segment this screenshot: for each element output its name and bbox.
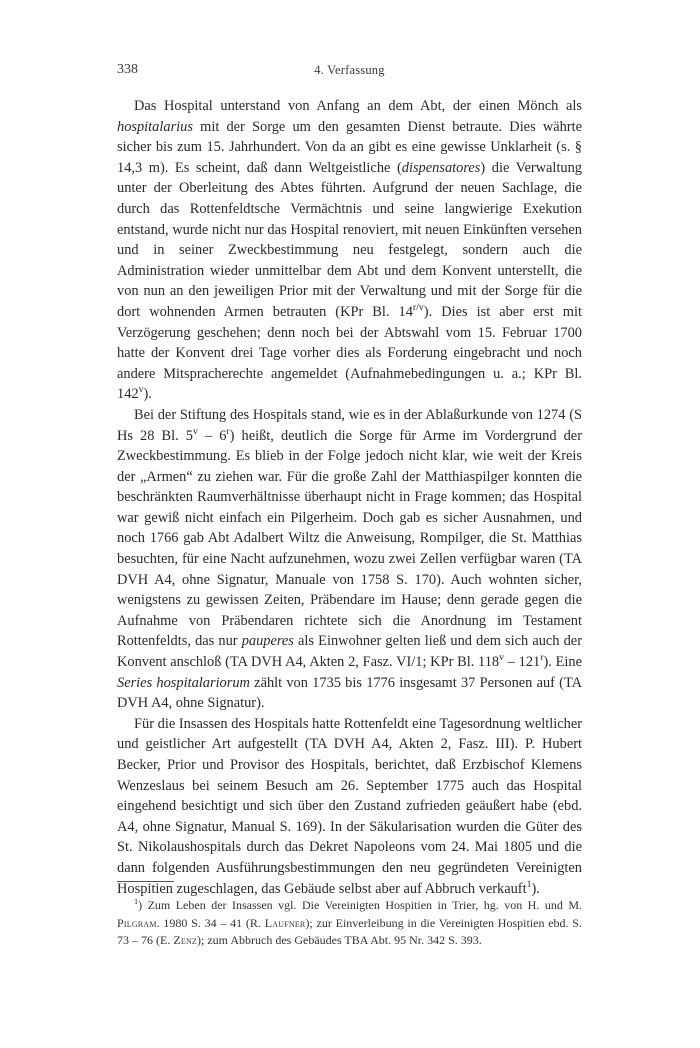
author-name: Laufner (264, 915, 306, 930)
text-run: zählt von 1735 bis 1776 insgesamt 37 Personen auf (TA DVH A4, ohne Signatur). (117, 674, 582, 712)
folio-superscript: v (499, 652, 504, 664)
footnote-number: 1 (134, 897, 139, 906)
text-run: ) die Verwaltung unter der Oberleitung des Abtes führten. Aufgrund der neuen Sachlage, die durch das Rottenfeldtsche Vermächtnis und seine langwierige Exekution entstand, wurde nicht nur das Hospital renoviert, mit neuen Einkünften versehen und in seiner Zweckbestimmung neu festgelegt, sondern auch die Administration wieder unmittelbar dem Abt und dem Konvent unterstellt, die von nun an den jeweiligen Prior mit der Verwaltung und mit der Sorge für die dort wohnenden Armen betrauten (KPr Bl. 14 (117, 159, 582, 320)
text-run: Bei der Stiftung des Hospitals stand, wie es in der Ablaßurkunde von 1274 (S Hs 28 Bl. 5 (117, 406, 582, 444)
text-run: . 1980 S. 34 – 41 (R. (156, 915, 265, 930)
folio-superscript: v (138, 384, 144, 396)
term-dispensatores: dispensatores (401, 159, 481, 176)
text-run: Das Hospital unterstand von Anfang an dem Abt, der einen Mönch als (134, 98, 582, 114)
text-run: ). Eine (543, 654, 583, 671)
text-run: ). (143, 386, 152, 403)
text-run: ). Dies ist aber erst mit Verzögerung geschehen; denn noch bei der Abtswahl vom 15. Februar 1700 hatte der Konvent drei Tage vorher dies als Forderung eingebracht und noch andere Mitspracherechte angemeldet (Aufnahmebedingungen u. a.; KPr Bl. 142 (117, 303, 582, 403)
text-run: – 121 (503, 654, 541, 671)
author-name: Zenz (173, 933, 198, 948)
text-run: ); zum Abbruch des Gebäudes TBA Abt. 95 Nr. 342 S. 393. (197, 933, 482, 948)
term-series-hospitalariorum: Series hospitalariorum (117, 674, 250, 691)
text-run: als Einwohner gelten ließ und dem sich auch der Konvent anschloß (TA DVH A4, Akten 2, Fasz. VI/1; KPr Bl. 118 (117, 633, 582, 671)
folio-superscript: r (540, 652, 544, 664)
text-run: mit der Sorge um den gesamten Dienst betraute. Dies währte sicher bis zum 15. Jahrhundert. Von da an gibt es eine gewisse Unklarheit (s. § 14,3 m). Es scheint, daß dann Weltgeistliche ( (117, 118, 582, 176)
author-name: Pilgram (117, 915, 157, 930)
paragraph-1 (117, 96, 582, 405)
text-run: Für die Insassen des Hospitals hatte Rottenfeldt eine Tagesordnung weltlicher und geistlicher Art aufgestellt (TA DVH A4, Akten 2, Fasz. III). P. Hubert Becker, Prior und Provisor des Hospitals, berichtet, daß Erzbischof Klemens Wenzeslaus bei seinem Besuch am 26. September 1775 auch das Hospital eingehend besichtigt und sich über den Zustand zufrieden geäußert habe (ebd. A4, ohne Signatur, Manual S. 169). In der Säkularisation wurden die Güter des St. Nikolaushospitals durch das Dekret Napoleons vom 24. Mai 1805 und die dann folgenden Ausführungsbestimmungen den neu gegründeten Vereinigten Hospitien zugeschlagen, das Gebäude selbst aber auf Abbruch verkauft (117, 715, 582, 897)
term-pauperes: pauperes (241, 633, 294, 650)
term-hospitalarius: hospitalarius (117, 118, 193, 135)
running-title: 4. Verfassung (314, 63, 385, 77)
paragraph-3 (117, 714, 582, 899)
footnote-divider (117, 881, 174, 882)
folio-superscript: v (192, 425, 198, 437)
text-run: ). (531, 880, 540, 897)
text-run: ) heißt, deutlich die Sorge für Arme im Vordergrund der Zweckbestimmung. Es blieb in der Folge jedoch nicht klar, wie weit der Kreis der „Armen“ zu ziehen war. Für die große Zahl der Matthiaspilger konnten die beschränkten Raumverhältnisse überhaupt nicht in Frage kommen; das Hospital war gewiß nicht einfach ein Pilgerheim. Doch gab es sicher Ausnahmen, und noch 1766 gab Abt Adalbert Wiltz die Anweisung, Rompilger, die St. Matthias besuchten, für eine Nacht aufzunehmen, wozu zwei Zellen verfügbar waren (TA DVH A4, ohne Signatur, Manuale von 1758 S. 170). Auch wohnten sicher, wenigstens zu gewissen Zeiten, Präbendare im Hause; denn gerade gegen die Aufnahme von Präbendaren richtete sich die Anordnung im Testament Rottenfeldts, das nur (117, 427, 582, 650)
text-run: – 6 (197, 427, 227, 444)
footnote-1 (117, 897, 582, 950)
page-header (117, 62, 582, 84)
page-number: 338 (117, 62, 138, 77)
paragraph-2 (117, 405, 582, 714)
main-text (117, 96, 582, 899)
text-run: ) Zum Leben der Insassen vgl. Die Vereinigten Hospitien in Trier, hg. von H. und M. (138, 898, 582, 912)
footnote-marker[interactable]: 1 (526, 878, 532, 890)
folio-superscript: r (226, 425, 230, 437)
text-run: ); zur Einverleibung in die Vereinigten Hospitien ebd. S. 73 – 76 (E. (117, 915, 582, 948)
folio-superscript: r/v (412, 302, 424, 314)
